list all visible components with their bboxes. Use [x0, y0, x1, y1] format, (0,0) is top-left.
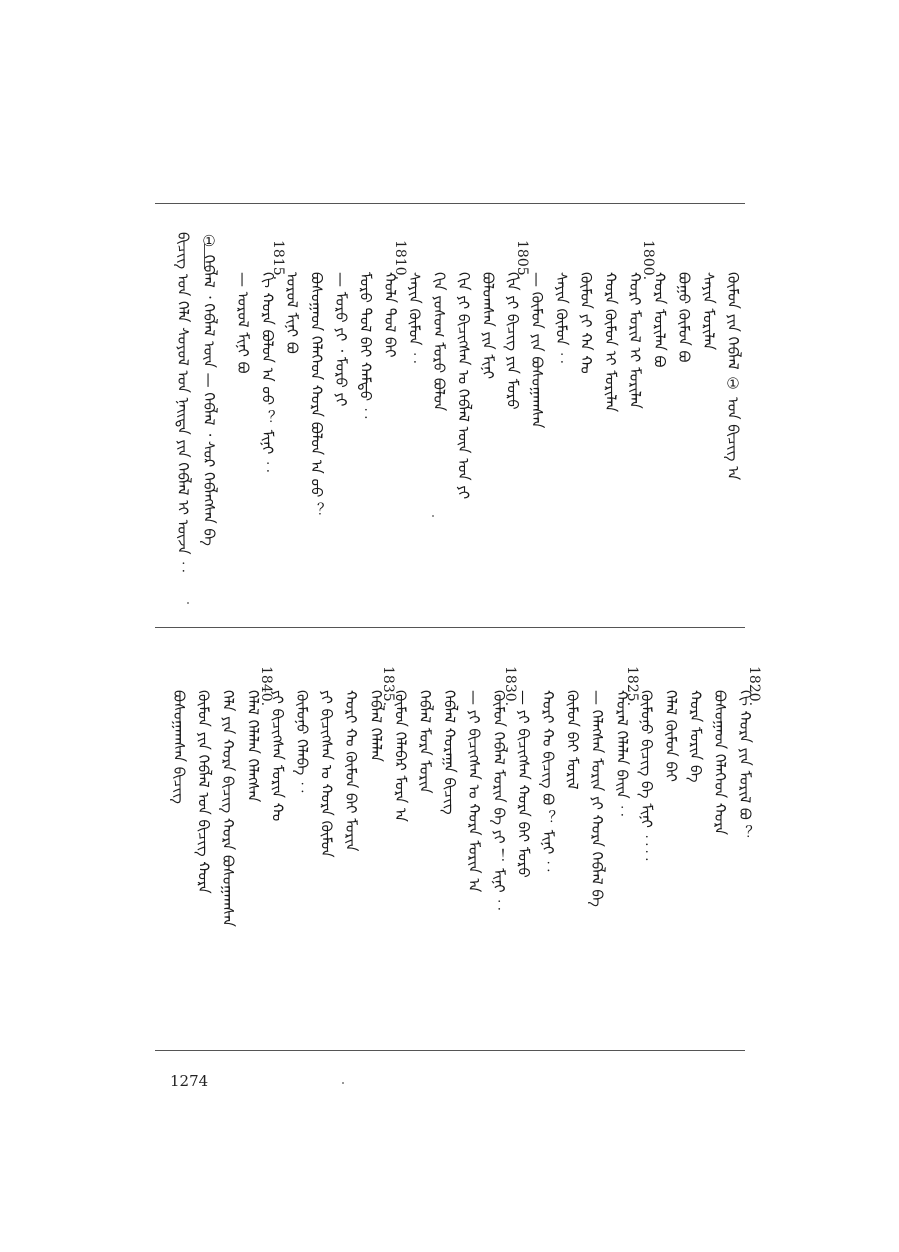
verse-line: ᠬᠡᠯᠡᠯ ᠬᠡᠯᠡᠯᠡᠨ ᠬᠡᠯᠡᠭᠰᠡᠨ: [243, 690, 262, 803]
footnote-line: ① ᠬᠡᠪᠯᠡᠯ ᠂ ᠬᠡᠪᠯᠡᠯ ᠦᠨ — ᠬᠡᠪᠯᠡᠯ ᠂ ᠰᠤᠷ ᠬᠡᠪᠯᠡᠭᠰᠡᠨ ᠪᠡ: [200, 232, 218, 546]
line-number: 1810.: [392, 240, 408, 281]
verse-line: ᠰᠠᠶᠢᠨ ᠮᠤᠷᠢᠯᠠᠨ: [699, 272, 718, 351]
verse-line: ᠬᠦᠮᠦᠨ ᠬᠡᠯᠡᠪᠡᠷ ᠮᠤᠷᠠ ᠠ: [391, 690, 410, 822]
verse-line: ᠪᠤᠯᠤᠭᠰᠠᠨ ᠶᠢᠨ ᠮᠢᠨᠢ: [479, 272, 497, 379]
verse-line: ᠶᠢ ᠪᠢᠴᠢᠭᠰᠡᠨ ᠮᠤᠷᠢᠨ ᠬᠤ: [268, 690, 287, 822]
verse-line: — ᠬᠦᠮᠦᠨ ᠶᠢᠨ ᠪᠤᠰᠤᠭᠠᠭᠰᠠᠨ: [528, 272, 546, 429]
verse-line: ᠮᠤᠷᠤ ᠲᠤᠯ ᠪᠠᠢ ᠬᠠᠮᠲᠤ ︰: [356, 272, 375, 421]
verse-line: ᠶᠢ ᠪᠢᠴᠢᠭᠰᠡᠨ ᠤ ᠬᠤᠷᠠ ᠬᠦᠮᠦᠨ: [317, 690, 336, 858]
line-number: 1805.: [514, 240, 530, 281]
scan-speck: [432, 515, 434, 517]
verse-line: ᠬᠦᠮᠦᠨ ᠪᠠᠢ ᠮᠤᠷᠢᠯ: [563, 690, 582, 790]
verse-line: ᠬᠢᠨ ᠶᠤᠰᠤᠭ ᠮᠤᠷᠤ ᠪᠤᠯᠤᠨ: [430, 272, 448, 412]
verse-line: ᠪᠤᠰᠤᠭᠠᠳ ᠬᠡᠯᠡᠭᠡᠳ ᠬᠤᠷᠠ ᠪᠤᠯᠤᠨ ᠠ ᠤᠤ ？: [307, 272, 326, 518]
verse-line: ᠬᠦᠮᠦᠨ ᠬᠡᠪᠯᠡᠯ ᠮᠤᠷᠢᠨ ᠪᠠ ᠶᠢ ！ ᠮᠢᠨᠢ ︰: [489, 690, 508, 913]
verse-line: ᠬᠡᠯᠡᠯ ᠬᠦᠮᠦᠨ ᠪᠠᠢ: [662, 690, 680, 782]
verse-line: ᠬᠤᠷᠠ ᠮᠤᠷᠢᠯᠠᠨ ᠪᠤ: [650, 272, 669, 368]
verse-line: — ᠶᠢ ᠪᠢᠴᠢᠭᠰᠡᠨ ᠤ ᠬᠤᠷᠠ ᠮᠤᠷᠢᠨ ᠠ: [465, 690, 484, 893]
verse-line: ᠪᠤᠭᠤ ᠬᠦᠮᠦᠨ ᠪᠤ: [675, 272, 693, 363]
line-number: 1830.: [502, 666, 518, 707]
verse-line: ᠰᠠᠶᠢᠨ ᠬᠦᠮᠦᠨ ︰: [405, 272, 424, 366]
verse-line: ᠬᠦᠮᠦᠨ ᠶᠢᠨ ᠬᠡᠪᠯᠡᠯ ᠤᠨ ᠪᠢᠴᠢᠭ ᠬᠤᠷᠠ: [194, 690, 213, 894]
verse-line: — ᠬᠡᠯᠡᠭᠰᠡᠨ ᠮᠤᠷᠢᠨ ᠶᠢ ᠬᠤᠷᠠ ᠬᠡᠪᠯᠡᠯ ᠪᠠ: [588, 690, 607, 907]
verse-line: ᠤᠷᠤᠯ ᠮᠢᠨᠢ ᠪᠤ: [283, 272, 301, 354]
line-number: 1815.: [270, 240, 286, 281]
verse-line: ᠬᠡᠪᠯᠡᠯ ᠬᠡᠯᠡᠯᠡᠨ: [366, 690, 385, 762]
line-number: 1820.: [746, 666, 762, 707]
verse-line: ᠬᠤᠷᠢ ᠬᠤ ᠪᠢᠴᠢᠭ ᠪᠤ ？ ᠮᠢᠨᠢ ︰: [539, 690, 557, 875]
top-rule: [155, 203, 745, 204]
verse-line: ᠰᠠᠶᠢᠨ ᠬᠦᠮᠦᠨ ︰: [552, 272, 571, 366]
verse-line: ᠬᠦᠮᠦᠨ ᠶᠢᠨ ᠬᠡᠪᠯᠡᠯ ① ᠤᠨ ᠪᠢᠴᠢᠭ ᠠ: [724, 272, 742, 481]
verse-line: ᠬᠤᠷᠠ ᠬᠦᠮᠦᠨ ᠢ ᠮᠤᠷᠢᠯᠠᠨ: [601, 272, 620, 413]
verse-line: ᠬᠢᠨ ᠶᠢ ᠪᠢᠴᠢᠭᠰᠡᠨ ᠤ ᠬᠡᠪᠯᠡᠯ ᠦᠨ ᠤᠨ ᠶᠢ: [454, 272, 473, 500]
verse-line: ᠬᠢᠨ ᠶᠢ ᠪᠢᠴᠢᠭ ᠶᠢᠨ ᠮᠤᠷᠤ: [503, 272, 522, 410]
verse-line: ᠬᠤᠷᠢ ᠮᠤᠷᠢᠯ ᠢ ᠮᠤᠷᠢᠯᠠᠨ: [626, 272, 644, 409]
verse-line: ᠬᠤᠷᠠᠯ ᠬᠡᠯᠡᠯᠡᠨ ᠪᠠᠢᠨ ︰: [612, 690, 631, 819]
verse-line: ᠬᠦᠮᠦᠨ ᠶᠢ ᠬᠠ ᠬᠤ: [577, 272, 595, 374]
verse-line: ᠬᠤᠷᠢ ᠬᠤ ᠬᠦᠮᠦᠨ ᠪᠠᠢ ᠮᠤᠷᠢᠨ: [342, 690, 361, 852]
bottom-rule: [155, 1050, 745, 1051]
line-number: 1800.: [640, 240, 656, 281]
verse-line: ᠬᠤᠷᠠ ᠮᠤᠷᠢᠨ ᠪᠠ: [686, 690, 705, 783]
scan-speck: [187, 602, 189, 604]
verse-line: ᠬᠤᠯᠠ ᠲᠤᠯ ᠪᠠᠢ: [381, 272, 399, 358]
verse-line: ᠬᠡᠯᠡ ᠶᠢᠨ ᠬᠤᠷᠠ ᠪᠢᠴᠢᠭ ᠬᠤᠷᠠ ᠪᠤᠰᠤᠭᠠᠭᠰᠠᠨ: [219, 690, 238, 927]
footnote-line: ᠪᠢᠴᠢᠭ ᠤᠨ ᠬᠡᠯᠡ ᠰᠤᠶᠤᠯ ᠤᠨ ᠨᠡᠢᠲᠡ ᠶᠢᠨ ᠬᠡᠪᠯᠡᠯ ᠢ ᠦᠵᠡ ︰: [174, 232, 192, 575]
line-number: 1840.: [258, 666, 274, 707]
verse-line: ᠬᠡᠪᠯᠡᠯ ᠮᠤᠷᠠ ᠮᠤᠷᠢᠨ: [416, 690, 434, 794]
scan-speck: [342, 1082, 344, 1084]
verse-line: ᠪᠤᠰᠤᠭᠠᠭᠰᠠᠨ ᠪᠢᠴᠢᠭ: [170, 690, 188, 804]
middle-rule: [155, 627, 745, 628]
verse-line: — ᠤᠷᠤᠯ ᠮᠢᠨᠢ ᠪᠤ: [234, 272, 252, 374]
verse-line: — ᠶᠢ ᠪᠢᠴᠢᠭᠰᠡᠨ ᠬᠤᠷᠠ ᠪᠠᠢ ᠮᠤᠷᠤ: [514, 690, 533, 878]
verse-line: ᠬᠢ ᠬᠤᠷᠠ ᠶᠢᠨ ᠮᠤᠷᠢᠯ ᠪᠤ ？: [735, 690, 754, 840]
line-number: 1835.: [380, 666, 396, 707]
verse-line: ᠪᠤᠰᠤᠭᠠᠳ ᠬᠡᠯᠡᠭᠡᠳ ᠬᠤᠷᠠ: [711, 690, 730, 836]
verse-line: ᠬᠦᠮᠦᠨᠦ ᠬᠡᠯᠡᠪᠡ ︰: [293, 690, 311, 795]
line-number: 1825.: [624, 666, 640, 707]
verse-line: ᠬᠢ ᠬᠤᠷᠠ ᠪᠤᠯᠤᠨ ᠠ ᠤᠤ ？ ᠮᠢᠨᠢ ︰: [258, 272, 277, 475]
verse-line: — ᠮᠤᠷᠤ ᠶᠢ ᠂ ᠮᠤᠷᠤ ᠶᠢ: [332, 272, 350, 407]
verse-line: ᠬᠡᠪᠯᠡᠯ ᠬᠤᠷᠠᠭᠠ ᠪᠢᠴᠢᠭ: [440, 690, 459, 815]
verse-line: ᠬᠦᠮᠦᠨᠦ ᠪᠢᠴᠢᠭ ᠪᠠ ᠮᠢᠨᠢ ︰︰: [637, 690, 656, 863]
page-number: 1274: [170, 1072, 209, 1090]
